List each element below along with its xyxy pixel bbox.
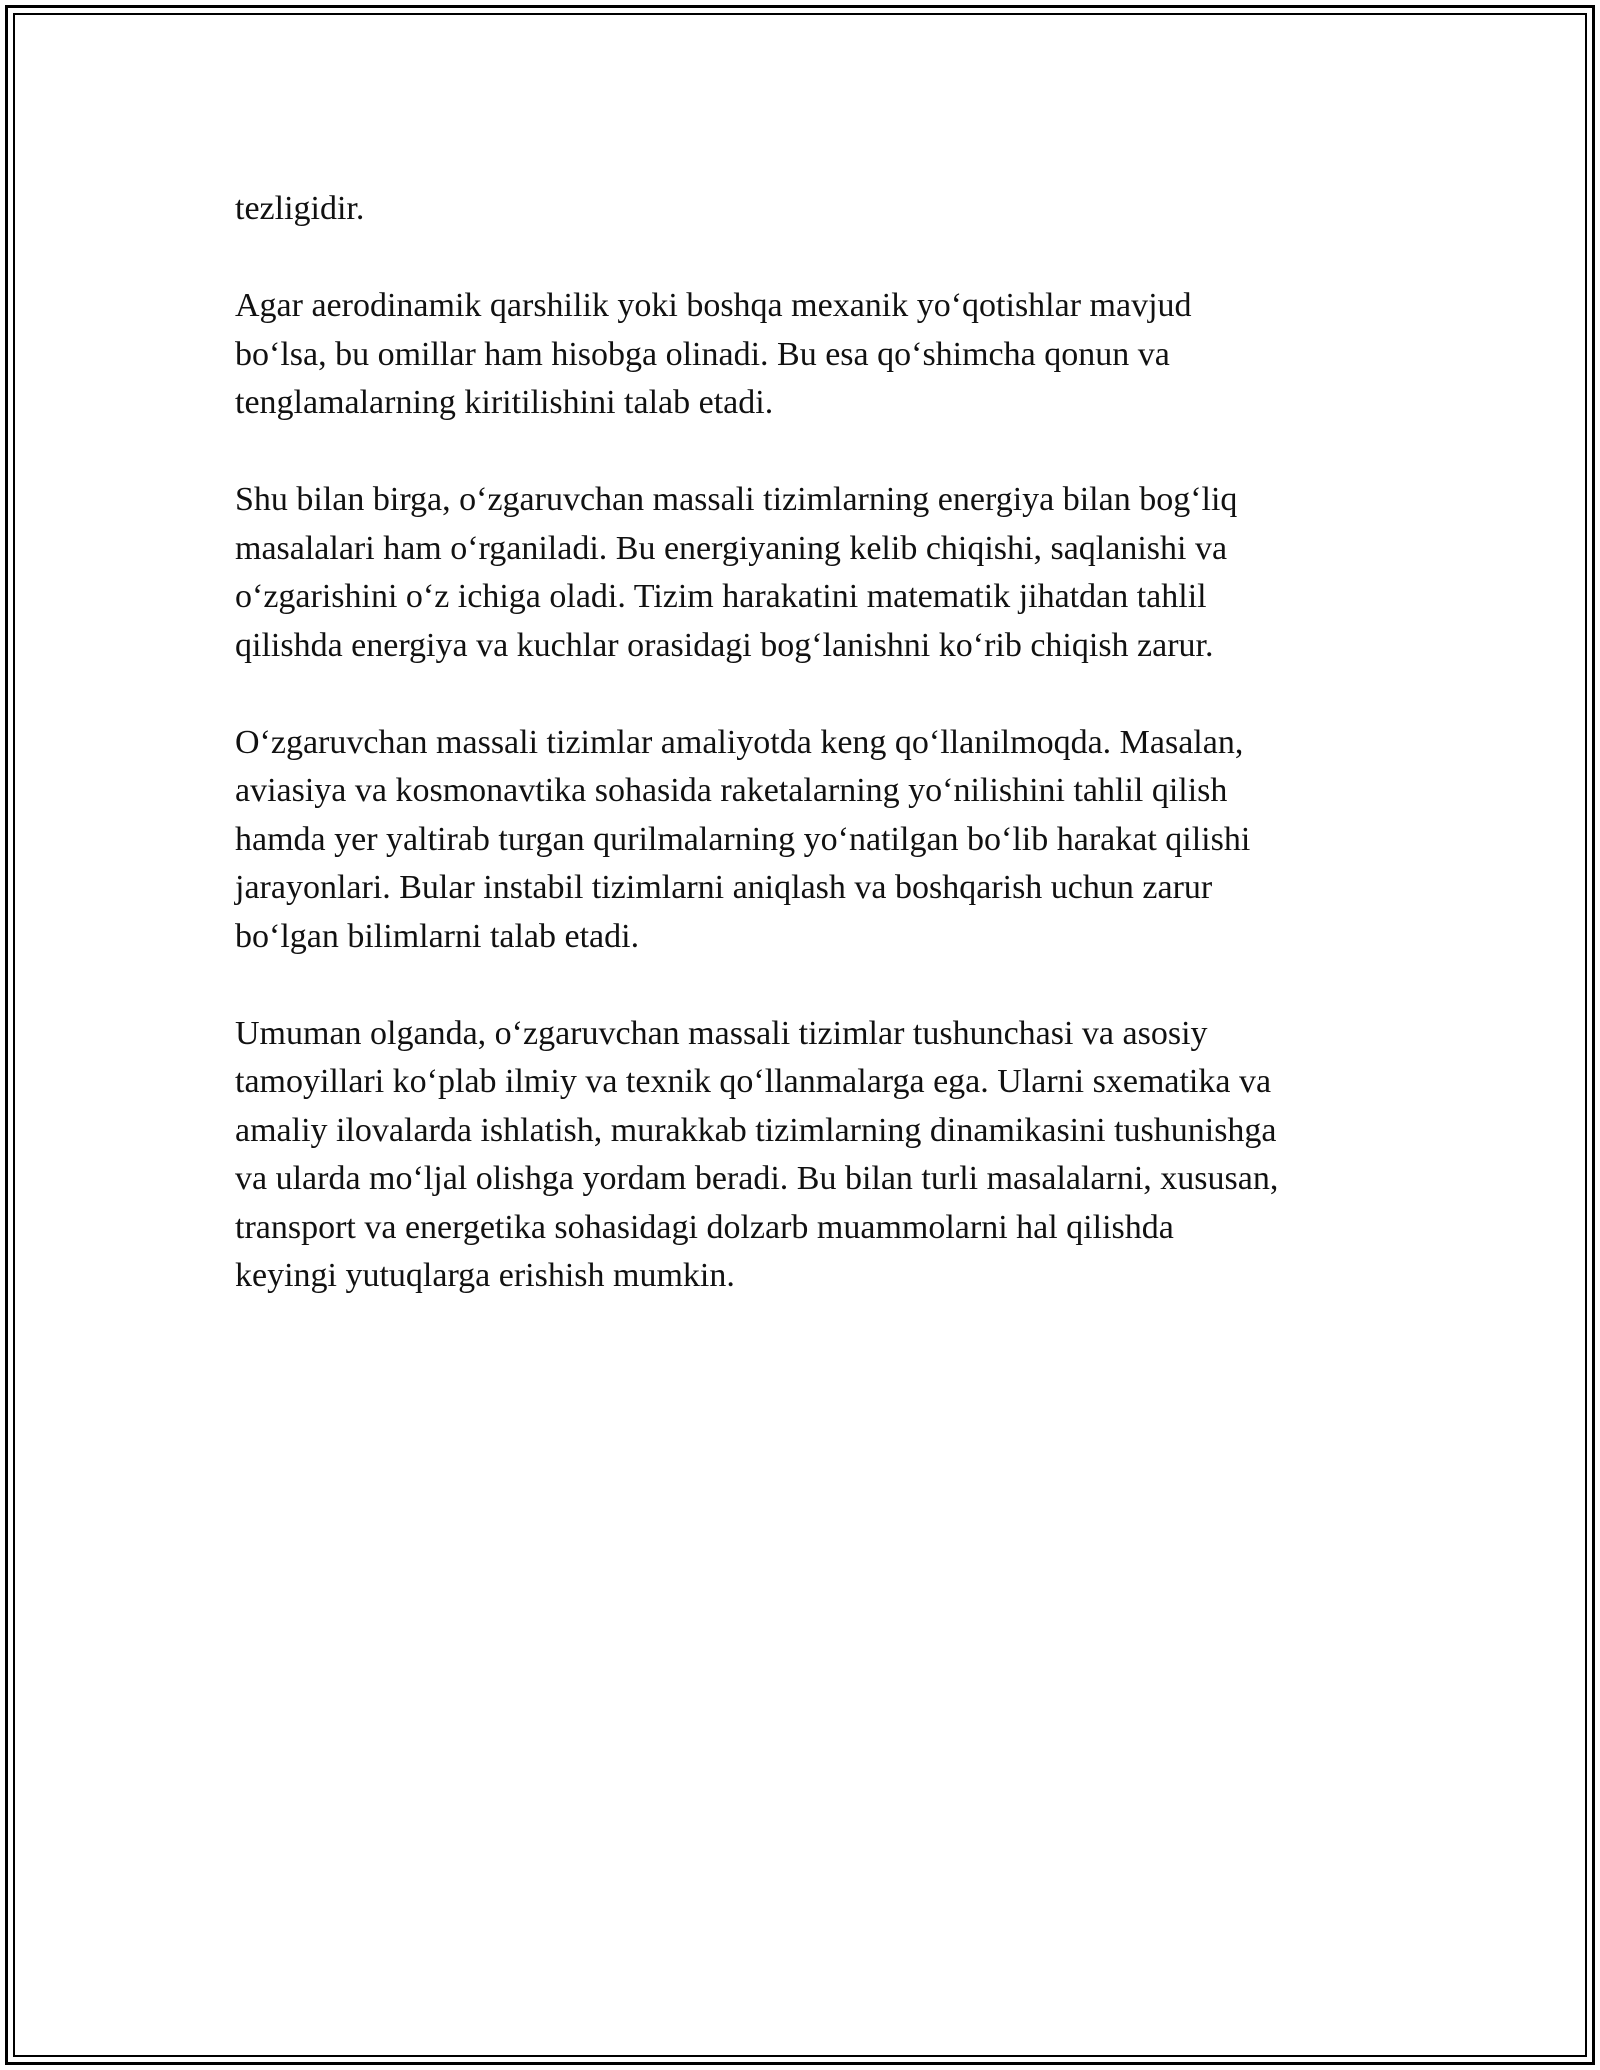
text-line: tenglamalarning kiritilishini talab etadi.	[235, 384, 774, 421]
text-line: transport va energetika sohasidagi dolzarb muammolarni hal qilishda	[235, 1208, 1174, 1246]
text-line: tamoyillari ko‘plab ilmiy va texnik qo‘llanmalarga ega. Ularni sxematika va	[235, 1063, 1272, 1100]
text-line: aviasiya va kosmonavtika sohasida raketalarning yo‘nilishini tahlil qilish	[235, 772, 1228, 809]
text-line: amaliy ilovalarda ishlatish, murakkab tizimlarning dinamikasini tushunishga	[235, 1111, 1277, 1149]
text-line: bo‘lsa, bu omillar ham hisobga olinadi. Bu esa qo‘shimcha qonun va	[235, 335, 1170, 373]
text-line: Umuman olganda, o‘zgaruvchan massali tizimlar tushunchasi va asosiy	[235, 1014, 1208, 1052]
paragraph-4	[235, 719, 1395, 962]
paragraph-2	[235, 282, 1395, 428]
paragraph-3	[235, 476, 1395, 670]
paragraph-1	[235, 185, 1395, 234]
text-line: bo‘lgan bilimlarni talab etadi.	[235, 917, 640, 955]
text-line: jarayonlari. Bular instabil tizimlarni aniqlash va boshqarish uchun zarur	[235, 869, 1213, 906]
text-line: o‘zgarishini o‘z ichiga oladi. Tizim harakatini matematik jihatdan tahlil	[235, 578, 1207, 615]
text-line: tezligidir.	[235, 190, 365, 227]
text-line: va ularda mo‘ljal olishga yordam beradi. Bu bilan turli masalalarni, xususan,	[235, 1160, 1279, 1197]
text-line: hamda yer yaltirab turgan qurilmalarning yo‘natilgan bo‘lib harakat qilishi	[235, 820, 1251, 858]
text-line: qilishda energiya va kuchlar orasidagi bog‘lanishni ko‘rib chiqish zarur.	[235, 626, 1214, 664]
text-line: keyingi yutuqlarga erishish mumkin.	[235, 1257, 735, 1294]
text-line: O‘zgaruvchan massali tizimlar amaliyotda keng qo‘llanilmoqda. Masalan,	[235, 723, 1244, 761]
paragraph-5	[235, 1010, 1395, 1301]
text-line: Shu bilan birga, o‘zgaruvchan massali tizimlarning energiya bilan bog‘liq	[235, 481, 1238, 518]
text-line: masalalari ham o‘rganiladi. Bu energiyaning kelib chiqishi, saqlanishi va	[235, 529, 1228, 567]
document-body	[235, 185, 1395, 1349]
text-line: Agar aerodinamik qarshilik yoki boshqa mexanik yo‘qotishlar mavjud	[235, 287, 1192, 324]
